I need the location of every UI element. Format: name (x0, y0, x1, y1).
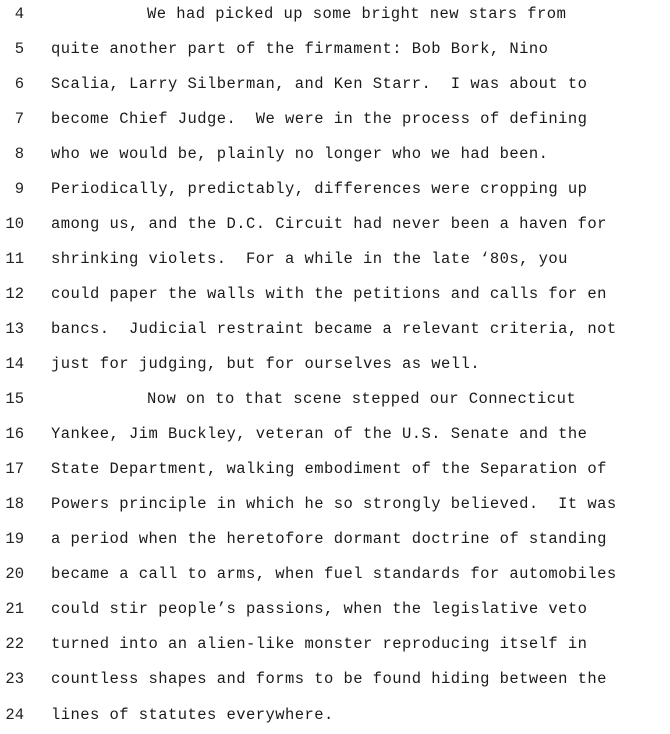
line-text: We had picked up some bright new stars from (147, 4, 567, 23)
line-text: Now on to that scene stepped our Connecticut (147, 390, 577, 409)
line-text: just for judging, but for ourselves as well. (51, 355, 481, 373)
line-number: 21 (5, 600, 24, 619)
line-text: could paper the walls with the petitions and calls for en (51, 284, 607, 303)
line-number: 10 (5, 214, 24, 233)
line-number: 18 (5, 495, 24, 514)
line-number: 12 (5, 284, 24, 303)
line-number: 8 (14, 144, 24, 163)
line-text: became a call to arms, when fuel standards for automobiles (51, 565, 617, 584)
line-text: quite another part of the firmament: Bob Bork, Nino (51, 39, 549, 58)
transcript-line (0, 241, 670, 276)
line-text: become Chief Judge. We were in the process of defining (51, 109, 588, 128)
line-number: 24 (5, 705, 24, 724)
line-text: bancs. Judicial restraint became a relevant criteria, not (51, 319, 617, 338)
line-number: 7 (14, 109, 24, 128)
line-text: State Department, walking embodiment of the Separation of (51, 460, 607, 479)
line-text: shrinking violets. For a while in the late ‘80s, you (51, 249, 568, 268)
transcript-line (0, 347, 670, 382)
line-number: 16 (5, 425, 24, 444)
line-number: 4 (14, 4, 24, 23)
line-text: Scalia, Larry Silberman, and Ken Starr. I was about to (51, 74, 588, 93)
line-number: 20 (5, 565, 24, 584)
transcript-line (0, 662, 670, 697)
transcript-line (0, 627, 670, 662)
transcript-line (0, 697, 670, 732)
line-number: 11 (5, 249, 24, 268)
transcript-line (0, 417, 670, 452)
transcript-line (0, 452, 670, 487)
line-number: 22 (5, 635, 24, 654)
transcript-line (0, 557, 670, 592)
line-number: 17 (5, 460, 24, 479)
transcript-line (0, 31, 670, 66)
line-number: 9 (14, 179, 24, 198)
transcript-line (0, 311, 670, 346)
line-text: turned into an alien-like monster reproducing itself in (51, 635, 588, 654)
line-text: Periodically, predictably, differences were cropping up (51, 179, 588, 198)
transcript-line (0, 592, 670, 627)
line-number: 19 (5, 530, 24, 549)
line-number: 14 (5, 355, 24, 373)
line-number: 5 (14, 39, 24, 58)
transcript-line (0, 0, 670, 31)
transcript-line (0, 276, 670, 311)
line-text: countless shapes and forms to be found hiding between the (51, 670, 607, 689)
transcript-line (0, 206, 670, 241)
line-number: 6 (14, 74, 24, 93)
line-number: 13 (5, 319, 24, 338)
line-text: could stir people’s passions, when the legislative veto (51, 600, 588, 619)
transcript-line (0, 66, 670, 101)
transcript-line (0, 487, 670, 522)
line-number: 23 (5, 670, 24, 689)
line-text: a period when the heretofore dormant doctrine of standing (51, 530, 607, 549)
transcript-line (0, 522, 670, 557)
transcript-line (0, 101, 670, 136)
transcript-line (0, 136, 670, 171)
line-text: who we would be, plainly no longer who we had been. (51, 144, 549, 163)
line-text: Powers principle in which he so strongly believed. It was (51, 495, 617, 514)
transcript-line (0, 171, 670, 206)
line-text: lines of statutes everywhere. (51, 705, 334, 724)
line-text: among us, and the D.C. Circuit had never been a haven for (51, 214, 607, 233)
transcript-line (0, 382, 670, 417)
line-number: 15 (5, 390, 24, 409)
line-text: Yankee, Jim Buckley, veteran of the U.S. Senate and the (51, 425, 588, 444)
